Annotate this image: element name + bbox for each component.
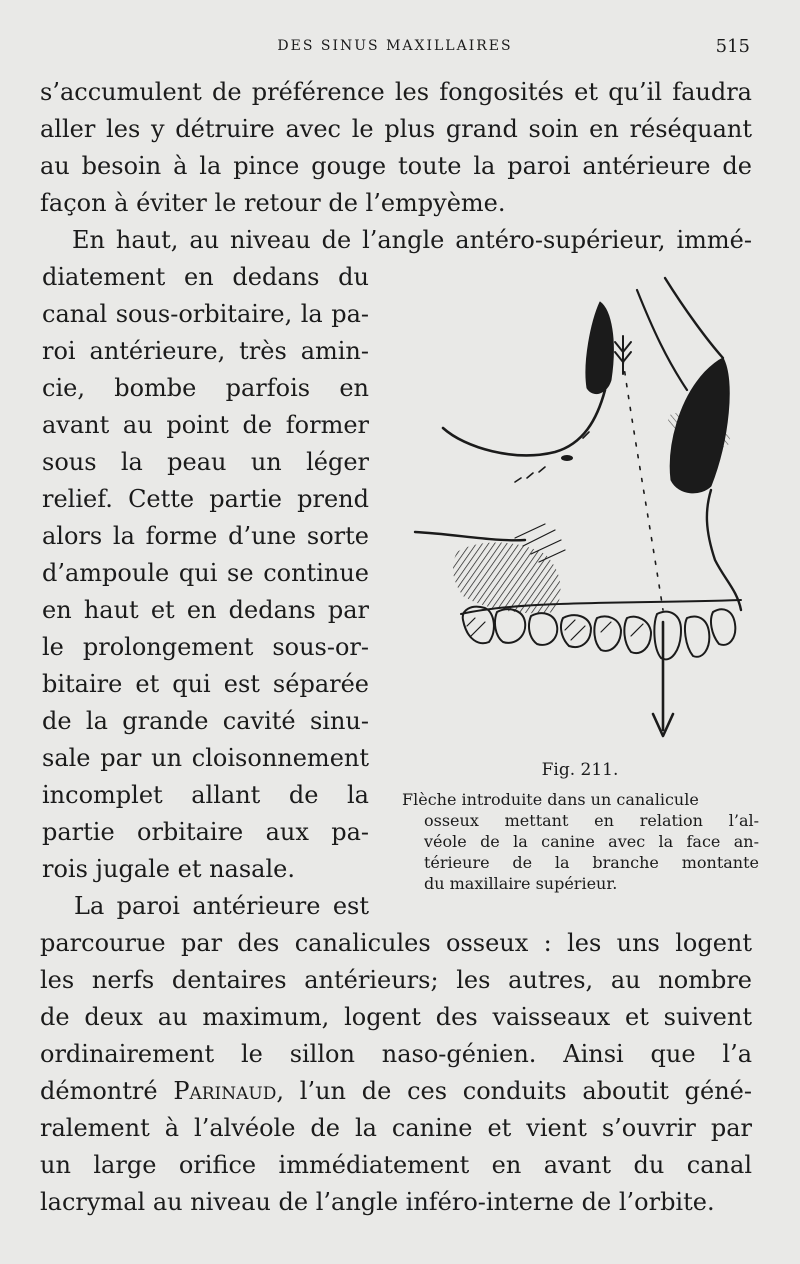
page-number: 515	[715, 36, 750, 57]
figure-caption-line: véole de la canine avec la face an-	[424, 832, 759, 851]
text-line: lacrymal au niveau de l’angle inféro-interne de l’orbite.	[40, 1188, 715, 1216]
text-line: alors la forme d’une sorte	[42, 522, 369, 550]
nasal-process-line	[637, 290, 687, 390]
author-name: Parinaud	[173, 1077, 277, 1105]
figure-caption-line: osseux mettant en relation l’al-	[424, 811, 759, 830]
text-line: parcourue par des canalicules osseux : les uns logent	[40, 929, 752, 957]
text-line: diatement en dedans du	[42, 263, 369, 291]
text-line: ralement à l’alvéole de la canine et vient s’ouvrir par	[40, 1114, 752, 1142]
tooth	[711, 609, 735, 645]
maxilla-contour	[707, 490, 741, 610]
tooth	[529, 613, 557, 645]
tooth	[561, 615, 591, 647]
text-line: en haut et en dedans par	[42, 596, 369, 624]
text-line: le prolongement sous-or-	[42, 633, 369, 661]
text-line: canal sous-orbitaire, la pa-	[42, 300, 369, 328]
zygomatic-line	[415, 532, 525, 540]
text-line: cie, bombe parfois en	[42, 374, 369, 402]
text-line: de deux au maximum, logent des vaisseaux et suivent	[40, 1003, 752, 1031]
text-line: ordinairement le sillon naso-génien. Ainsi que l’a	[40, 1040, 752, 1068]
anatomical-figure	[405, 270, 765, 750]
text-line: partie orbitaire aux pa-	[42, 818, 369, 846]
figure-label: Fig. 211.	[541, 760, 619, 780]
text-line: incomplet allant de la	[42, 781, 369, 809]
text-line: façon à éviter le retour de l’empyème.	[40, 189, 506, 217]
text-line: En haut, au niveau de l’angle antéro-supérieur, immé-	[72, 226, 752, 254]
text-line: les nerfs dentaires antérieurs; les autres, au nombre	[40, 966, 752, 994]
canal-dashed-line	[623, 360, 663, 610]
figure-caption-line: Flèche introduite dans un canalicule	[402, 790, 699, 809]
text-line: bitaire et qui est séparée	[42, 670, 369, 698]
text-line: sous la peau un léger	[42, 448, 369, 476]
arrow-feather	[615, 336, 631, 374]
tooth	[624, 617, 651, 653]
text-line: s’accumulent de préférence les fongosités et qu’il faudra	[40, 78, 752, 106]
running-title: DES SINUS MAXILLAIRES	[277, 38, 513, 54]
orbit-shadow	[586, 302, 613, 394]
text-line: d’ampoule qui se continue	[42, 559, 369, 587]
orbit-rim	[443, 390, 605, 455]
text-line: aller les y détruire avec le plus grand soin en réséquant	[40, 115, 752, 143]
text-line	[40, 1073, 752, 1110]
figure-caption-line: térieure de la branche montante	[424, 853, 759, 872]
text-line: rois jugale et nasale.	[42, 855, 295, 883]
tooth	[594, 617, 621, 651]
text-line: avant au point de former	[42, 411, 369, 439]
tooth	[685, 617, 709, 657]
text-fragment: , l’un de ces conduits aboutit géné-	[276, 1077, 752, 1105]
text-line: relief. Cette partie prend	[42, 485, 369, 513]
text-line: La paroi antérieure est	[74, 892, 369, 920]
running-header	[40, 36, 750, 60]
text-line: de la grande cavité sinu-	[42, 707, 369, 735]
canine-tooth	[654, 612, 681, 660]
infraorbital-foramen	[561, 455, 573, 461]
text-line: un large orifice immédiatement en avant du canal	[40, 1151, 752, 1179]
text-line: au besoin à la pince gouge toute la paroi antérieure de	[40, 152, 752, 180]
tooth	[495, 609, 525, 643]
text-line: roi antérieure, très amin-	[42, 337, 369, 365]
nasal-bone-line	[665, 278, 723, 358]
cheek-hatching	[453, 543, 560, 614]
figure-caption-line: du maxillaire supérieur.	[424, 874, 618, 893]
text-fragment: démontré	[40, 1077, 174, 1105]
text-line: sale par un cloisonnement	[42, 744, 369, 772]
